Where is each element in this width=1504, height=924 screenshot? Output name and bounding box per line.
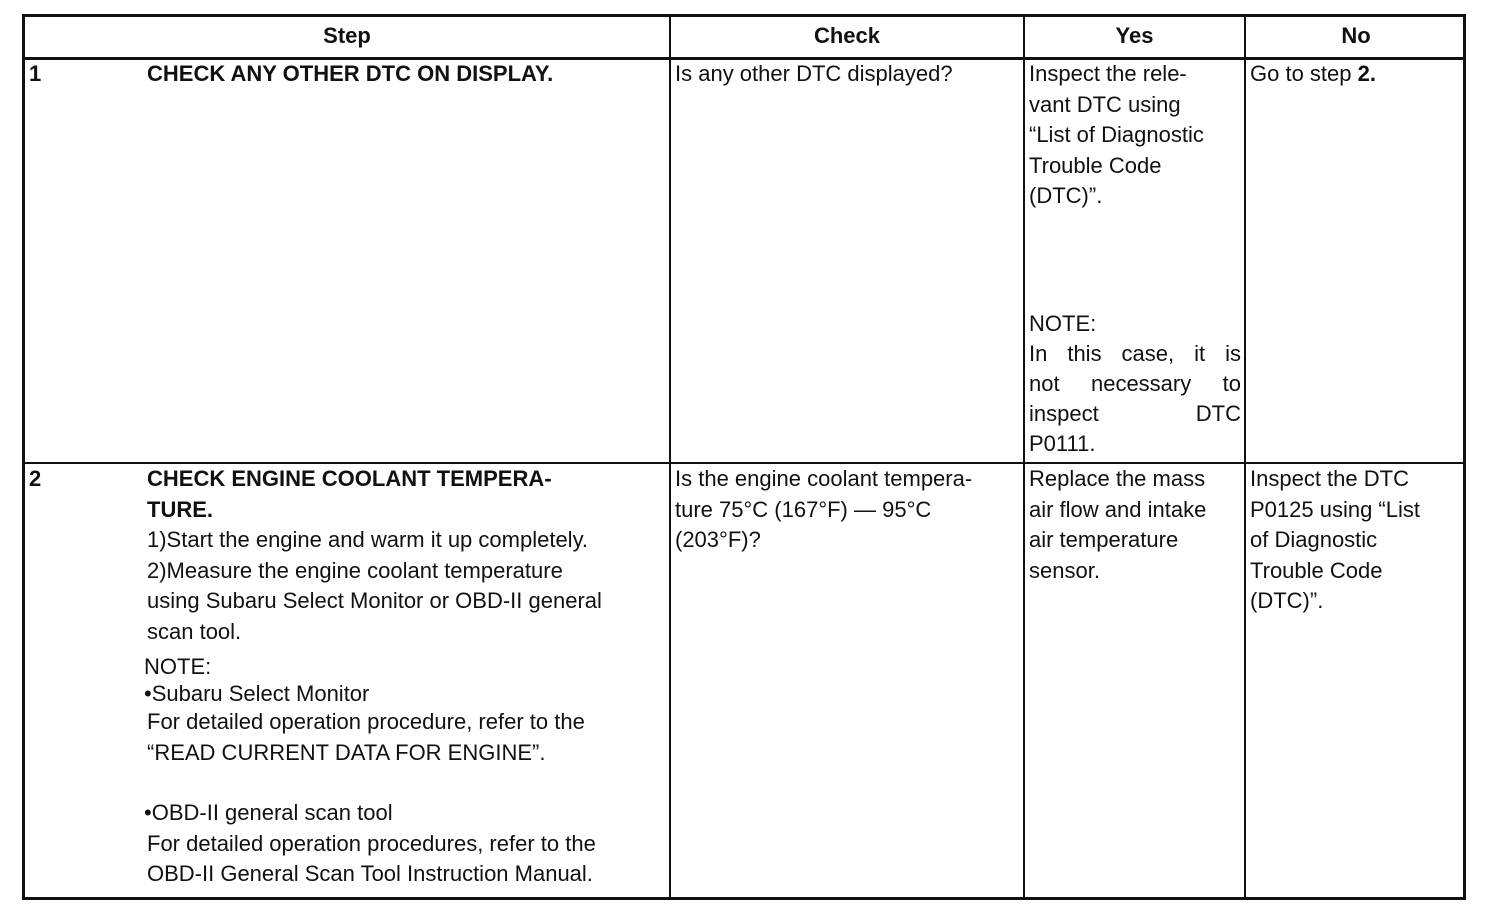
note-line: inspect DTC <box>1029 401 1241 426</box>
instruction-line: 2)Measure the engine coolant temperature <box>147 557 563 583</box>
note-line: not necessary to <box>1029 371 1241 396</box>
yes-line: Trouble Code <box>1029 152 1162 178</box>
no-text-1 <box>1250 59 1462 90</box>
note-item-title: •Subaru Select Monitor <box>144 681 370 706</box>
step-note-2 <box>144 653 666 890</box>
note-line: P0111. <box>1029 431 1096 456</box>
yes-line: sensor. <box>1029 557 1100 583</box>
step-number-2: 2 <box>29 466 42 491</box>
note-line: For detailed operation procedure, refer to the <box>147 709 585 734</box>
diagnostic-table <box>22 14 1466 900</box>
no-line: Trouble Code <box>1250 557 1383 583</box>
yes-text-1 <box>1029 59 1241 212</box>
note-line: OBD-II General Scan Tool Instruction Manual. <box>147 861 593 886</box>
step-number-1: 1 <box>29 61 42 86</box>
note-line: For detailed operation procedures, refer to the <box>147 830 596 856</box>
step-title-line: TURE. <box>147 496 213 522</box>
header-yes: Yes <box>1115 23 1154 48</box>
header-step: Step <box>323 23 371 48</box>
note-label: NOTE: <box>144 654 212 679</box>
note-label: NOTE: <box>1029 311 1097 336</box>
note-item-title: •OBD-II general scan tool <box>144 800 393 825</box>
yes-line: Inspect the rele- <box>1029 61 1187 86</box>
instruction-line: 1)Start the engine and warm it up completely. <box>147 527 589 552</box>
check-text-2 <box>675 464 1019 556</box>
step-title-1: CHECK ANY OTHER DTC ON DISPLAY. <box>147 61 554 86</box>
note-line: “READ CURRENT DATA FOR ENGINE”. <box>147 739 546 765</box>
no-prefix: Go to step <box>1250 61 1358 86</box>
note-line: In this case, it is <box>1029 341 1241 366</box>
column-divider <box>1244 17 1246 897</box>
step-title-line: CHECK ENGINE COOLANT TEMPERA- <box>147 466 552 491</box>
no-line: of Diagnostic <box>1250 527 1378 552</box>
no-line: P0125 using “List <box>1250 496 1420 522</box>
check-line: ture 75°C (167°F) — 95°C <box>675 496 932 522</box>
instruction-line: scan tool. <box>147 618 242 644</box>
column-divider <box>1023 17 1025 897</box>
no-line: (DTC)”. <box>1250 588 1324 613</box>
instruction-line: using Subaru Select Monitor or OBD-II general <box>147 588 602 613</box>
check-line: Is the engine coolant tempera- <box>675 466 973 491</box>
yes-text-2 <box>1029 464 1241 586</box>
column-divider <box>669 17 671 897</box>
check-line: (203°F)? <box>675 527 761 552</box>
no-step-ref: 2. <box>1357 61 1376 86</box>
yes-line: air flow and intake <box>1029 496 1207 522</box>
check-text-1: Is any other DTC displayed? <box>675 61 953 86</box>
yes-line: Replace the mass <box>1029 466 1206 491</box>
yes-note-1 <box>1029 309 1241 459</box>
no-text-2 <box>1250 464 1462 617</box>
yes-line: (DTC)”. <box>1029 183 1103 208</box>
no-line: Inspect the DTC <box>1250 466 1409 491</box>
yes-line: air temperature <box>1029 527 1179 552</box>
header-no: No <box>1341 23 1371 48</box>
yes-line: “List of Diagnostic <box>1029 122 1204 147</box>
header-check: Check <box>813 23 881 48</box>
yes-line: vant DTC using <box>1029 91 1181 117</box>
step-content-2 <box>147 464 667 647</box>
